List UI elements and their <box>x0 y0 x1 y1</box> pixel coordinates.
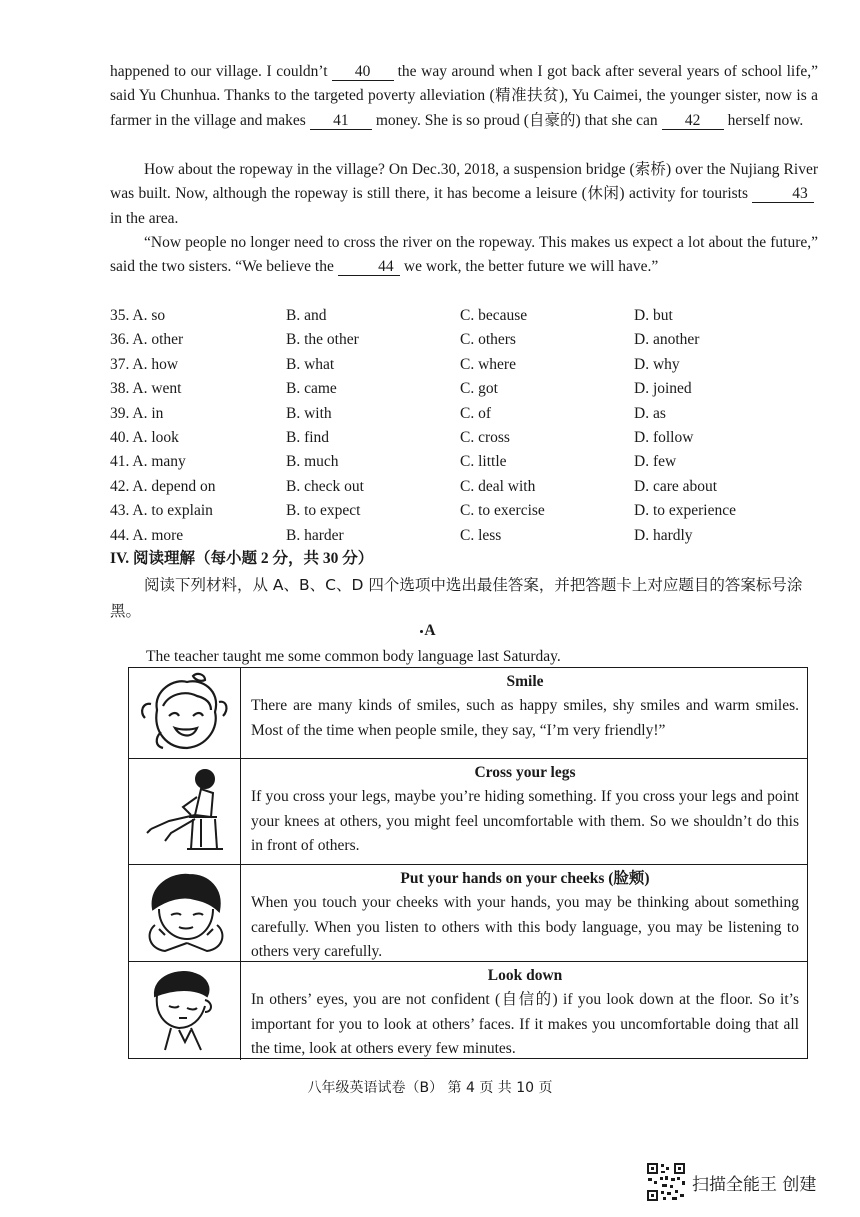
option-c: C. got <box>460 380 498 398</box>
picture-cell <box>129 865 241 961</box>
option-c: C. because <box>460 307 528 324</box>
passage-paragraph-3 <box>110 231 818 280</box>
option-row <box>110 353 818 377</box>
option-row <box>110 304 818 328</box>
paragraph-text: happened to our village. I couldn’t <box>110 63 328 80</box>
option-a: 42. A. depend on <box>110 477 216 495</box>
option-b: B. with <box>286 404 332 422</box>
body-language-table <box>128 667 808 1059</box>
page-footer: 八年级英语试卷（B） 第 4 页 共 10 页 <box>307 1080 553 1096</box>
option-a: 37. A. how <box>110 355 179 373</box>
option-d: D. why <box>634 355 680 373</box>
row-description: If you cross your legs, maybe you’re hiding something. If you cross your legs and point your knees at others, you might feel uncomfortable with them. So we shouldn’t do this in front of others. <box>251 788 799 854</box>
paragraph-text: herself now. <box>727 111 804 129</box>
option-d: D. to experience <box>634 502 736 520</box>
paragraph-text: “Now people no longer need to cross the river on the ropeway. This makes us expect a lot about the future,” said the two sisters. “We believe the <box>110 234 818 276</box>
option-b: B. check out <box>286 477 364 495</box>
table-row <box>129 962 807 1060</box>
option-row <box>110 524 818 548</box>
option-c: C. little <box>460 453 507 471</box>
passage-paragraph-1 <box>110 60 818 133</box>
option-c: C. to exercise <box>460 502 545 520</box>
smiling-girl-icon <box>135 672 235 754</box>
option-b: B. what <box>286 355 335 373</box>
option-c: C. of <box>460 404 491 422</box>
option-c: C. deal with <box>460 477 536 495</box>
paragraph-text: we work, the better future we will have.” <box>403 258 659 276</box>
table-row <box>129 668 807 759</box>
table-row <box>129 759 807 865</box>
option-d: D. as <box>634 404 666 422</box>
paragraph-text: money. She is so proud (自豪的) that she can <box>375 111 658 129</box>
passage-lead-sentence: The teacher taught me some common body language last Saturday. <box>146 648 561 665</box>
option-a: 38. A. went <box>110 380 182 398</box>
passage-paragraph-2 <box>110 158 818 231</box>
blank-41: 41 <box>310 113 372 130</box>
section-instructions: 阅读下列材料，从 A、B、C、D 四个选项中选出最佳答案，并把答题卡上对应题目的答案标号涂黑。 <box>110 576 803 620</box>
option-a: 35. A. so <box>110 307 166 324</box>
option-b: B. and <box>286 307 327 324</box>
qr-code-icon <box>646 1162 686 1202</box>
option-c: C. less <box>460 526 502 544</box>
passage-label: A <box>424 622 436 639</box>
option-b: B. came <box>286 380 337 398</box>
option-row <box>110 426 818 450</box>
option-a: 41. A. many <box>110 453 186 471</box>
row-heading: Smile <box>506 673 544 690</box>
option-a: 44. A. more <box>110 526 184 544</box>
paragraph-text: the way around when I got back after several years of school life,” said Yu Chunhua. Thanks to the targeted poverty alleviation (精准扶贫), Yu Caimei, the younger sister, now is a farmer in the village and makes <box>110 63 818 129</box>
row-heading: Look down <box>487 967 563 984</box>
blank-40: 40 <box>332 64 394 81</box>
option-c: C. others <box>460 331 516 349</box>
option-row <box>110 328 818 352</box>
option-d: D. but <box>634 307 673 324</box>
option-d: D. hardly <box>634 526 693 544</box>
answer-options <box>110 304 818 548</box>
picture-cell <box>129 668 241 758</box>
option-d: D. care about <box>634 477 718 495</box>
row-heading: Cross your legs <box>474 764 576 781</box>
section-title: IV. 阅读理解（每小题 2 分，共 30 分） <box>110 550 374 567</box>
scanner-watermark <box>646 1162 816 1202</box>
option-b: B. much <box>286 453 339 471</box>
table-text-cell <box>251 867 799 964</box>
option-a: 40. A. look <box>110 428 179 446</box>
paragraph-text: in the area. <box>110 209 179 227</box>
blank-42: 42 <box>662 113 724 130</box>
option-row <box>110 377 818 401</box>
hands-on-cheeks-girl-icon <box>135 869 235 957</box>
watermark-text: 扫描全能王 创建 <box>692 1174 817 1195</box>
option-row <box>110 450 818 474</box>
option-b: B. harder <box>286 526 344 544</box>
option-b: B. find <box>286 428 330 446</box>
blank-44: 44 <box>338 259 400 276</box>
looking-down-boy-icon <box>135 966 235 1054</box>
paragraph-text: How about the ropeway in the village? On Dec.30, 2018, a suspension bridge (索桥) over the Nujiang River was built. Now, although the ropeway is still there, it has become a leisure (休闲) activity for tourists <box>110 161 818 203</box>
option-c: C. where <box>460 355 516 373</box>
option-b: B. the other <box>286 331 359 349</box>
option-a: 36. A. other <box>110 331 184 349</box>
crossed-legs-boy-icon <box>135 763 235 861</box>
row-description: When you touch your cheeks with your hands, you may be thinking about something carefully. When you listen to others with this body language, you may be listening to others very carefully. <box>251 894 799 960</box>
table-text-cell <box>251 670 799 743</box>
table-text-cell <box>251 964 799 1061</box>
picture-cell <box>129 962 241 1060</box>
option-c: C. cross <box>460 428 510 446</box>
table-text-cell <box>251 761 799 858</box>
blank-43: 43 <box>752 186 814 203</box>
option-d: D. another <box>634 331 700 349</box>
row-heading: Put your hands on your cheeks (脸颊) <box>400 870 650 887</box>
option-row <box>110 402 818 426</box>
option-d: D. follow <box>634 428 694 446</box>
option-d: D. few <box>634 453 677 471</box>
picture-cell <box>129 759 241 864</box>
option-b: B. to expect <box>286 502 361 520</box>
row-description: There are many kinds of smiles, such as happy smiles, shy smiles and warm smiles. Most of the time when people smile, they say, “I’m very friendly!” <box>251 697 799 739</box>
option-a: 43. A. to explain <box>110 502 213 520</box>
option-row <box>110 499 818 523</box>
row-description: In others’ eyes, you are not confident (自信的) if you look down at the floor. So it’s important for you to look at others’ faces. If it makes you uncomfortable doing that all the time, look at others every few minutes. <box>251 991 799 1057</box>
table-row <box>129 865 807 962</box>
option-a: 39. A. in <box>110 404 164 422</box>
option-row <box>110 475 818 499</box>
option-d: D. joined <box>634 380 692 398</box>
